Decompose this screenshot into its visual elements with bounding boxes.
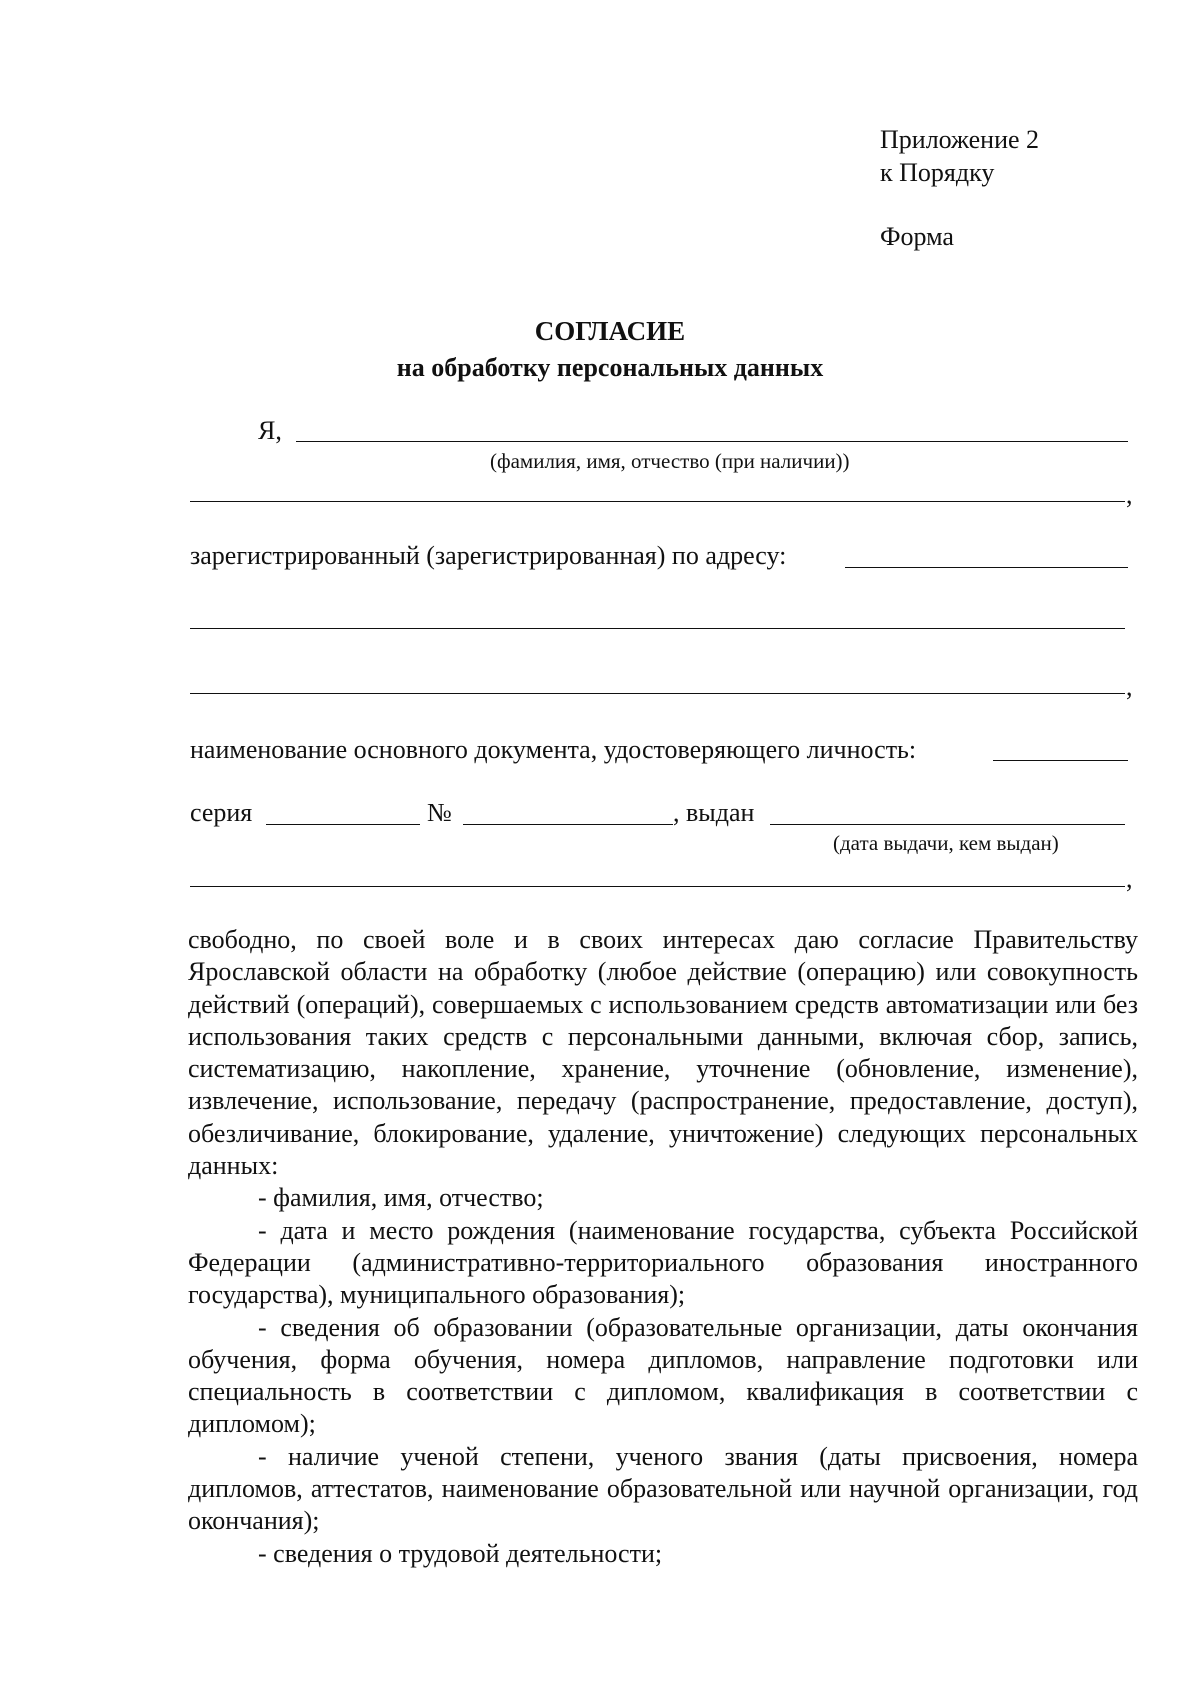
document-subtitle: на обработку персональных данных xyxy=(396,353,824,382)
comma: , xyxy=(1126,480,1133,509)
address-line-2[interactable] xyxy=(190,628,1125,629)
issued-line[interactable] xyxy=(770,824,1125,825)
document-name-label: наименование основного документа, удостоверяющего личность: xyxy=(190,735,917,764)
list-item: - сведения о трудовой деятельности; xyxy=(258,1538,663,1568)
fio-line[interactable] xyxy=(296,441,1128,442)
list-item: - сведения об образовании (образовательные организации, даты окончания обучения, форма обучения, номера дипломов, направление подготовки или специальность в соответствии с дипломом, квалификация в соответствии с дипломом); xyxy=(188,1312,1138,1439)
i-label: Я, xyxy=(258,416,282,445)
number-label: № xyxy=(427,798,452,827)
series-line[interactable] xyxy=(266,824,420,825)
address-line-1[interactable] xyxy=(845,567,1128,568)
order-reference: к Порядку xyxy=(880,158,995,187)
address-line-3[interactable] xyxy=(190,693,1125,694)
comma: , xyxy=(1126,864,1133,893)
comma: , xyxy=(1126,672,1133,701)
issued-line-2[interactable] xyxy=(190,886,1125,887)
fio-line-2[interactable] xyxy=(190,501,1125,502)
form-label: Форма xyxy=(880,222,954,251)
address-label: зарегистрированный (зарегистрированная) по адресу: xyxy=(190,541,787,570)
list-item: - дата и место рождения (наименование государства, субъекта Российской Федерации (административно-территориального образования иностранного государства), муниципального образования); xyxy=(188,1215,1138,1310)
series-label: серия xyxy=(190,798,253,827)
list-item: - фамилия, имя, отчество; xyxy=(258,1183,544,1213)
appendix-label: Приложение 2 xyxy=(880,125,1040,154)
document-title: СОГЛАСИЕ xyxy=(534,316,686,346)
number-line[interactable] xyxy=(463,824,673,825)
document-name-line[interactable] xyxy=(993,760,1128,761)
issued-label: , выдан xyxy=(673,798,755,827)
consent-body xyxy=(188,924,1138,1570)
fio-hint: (фамилия, имя, отчество (при наличии)) xyxy=(490,449,850,473)
issued-hint: (дата выдачи, кем выдан) xyxy=(833,831,1059,855)
list-item: - наличие ученой степени, ученого звания (даты присвоения, номера дипломов, аттестатов, наименование образовательной или научной организации, год окончания); xyxy=(188,1441,1138,1536)
consent-paragraph: свободно, по своей воле и в своих интересах даю согласие Правительству Ярославской области на обработку (любое действие (операцию) или совокупность действий (операций), совершаемых с использованием средств автоматизации или без использования таких средств с персональными данными, включая сбор, запись, систематизацию, накопление, хранение, уточнение (обновление, изменение), извлечение, использование, передачу (распространение, предоставление, доступ), обезличивание, блокирование, удаление, уничтожение) следующих персональных данных: xyxy=(188,925,1138,1181)
